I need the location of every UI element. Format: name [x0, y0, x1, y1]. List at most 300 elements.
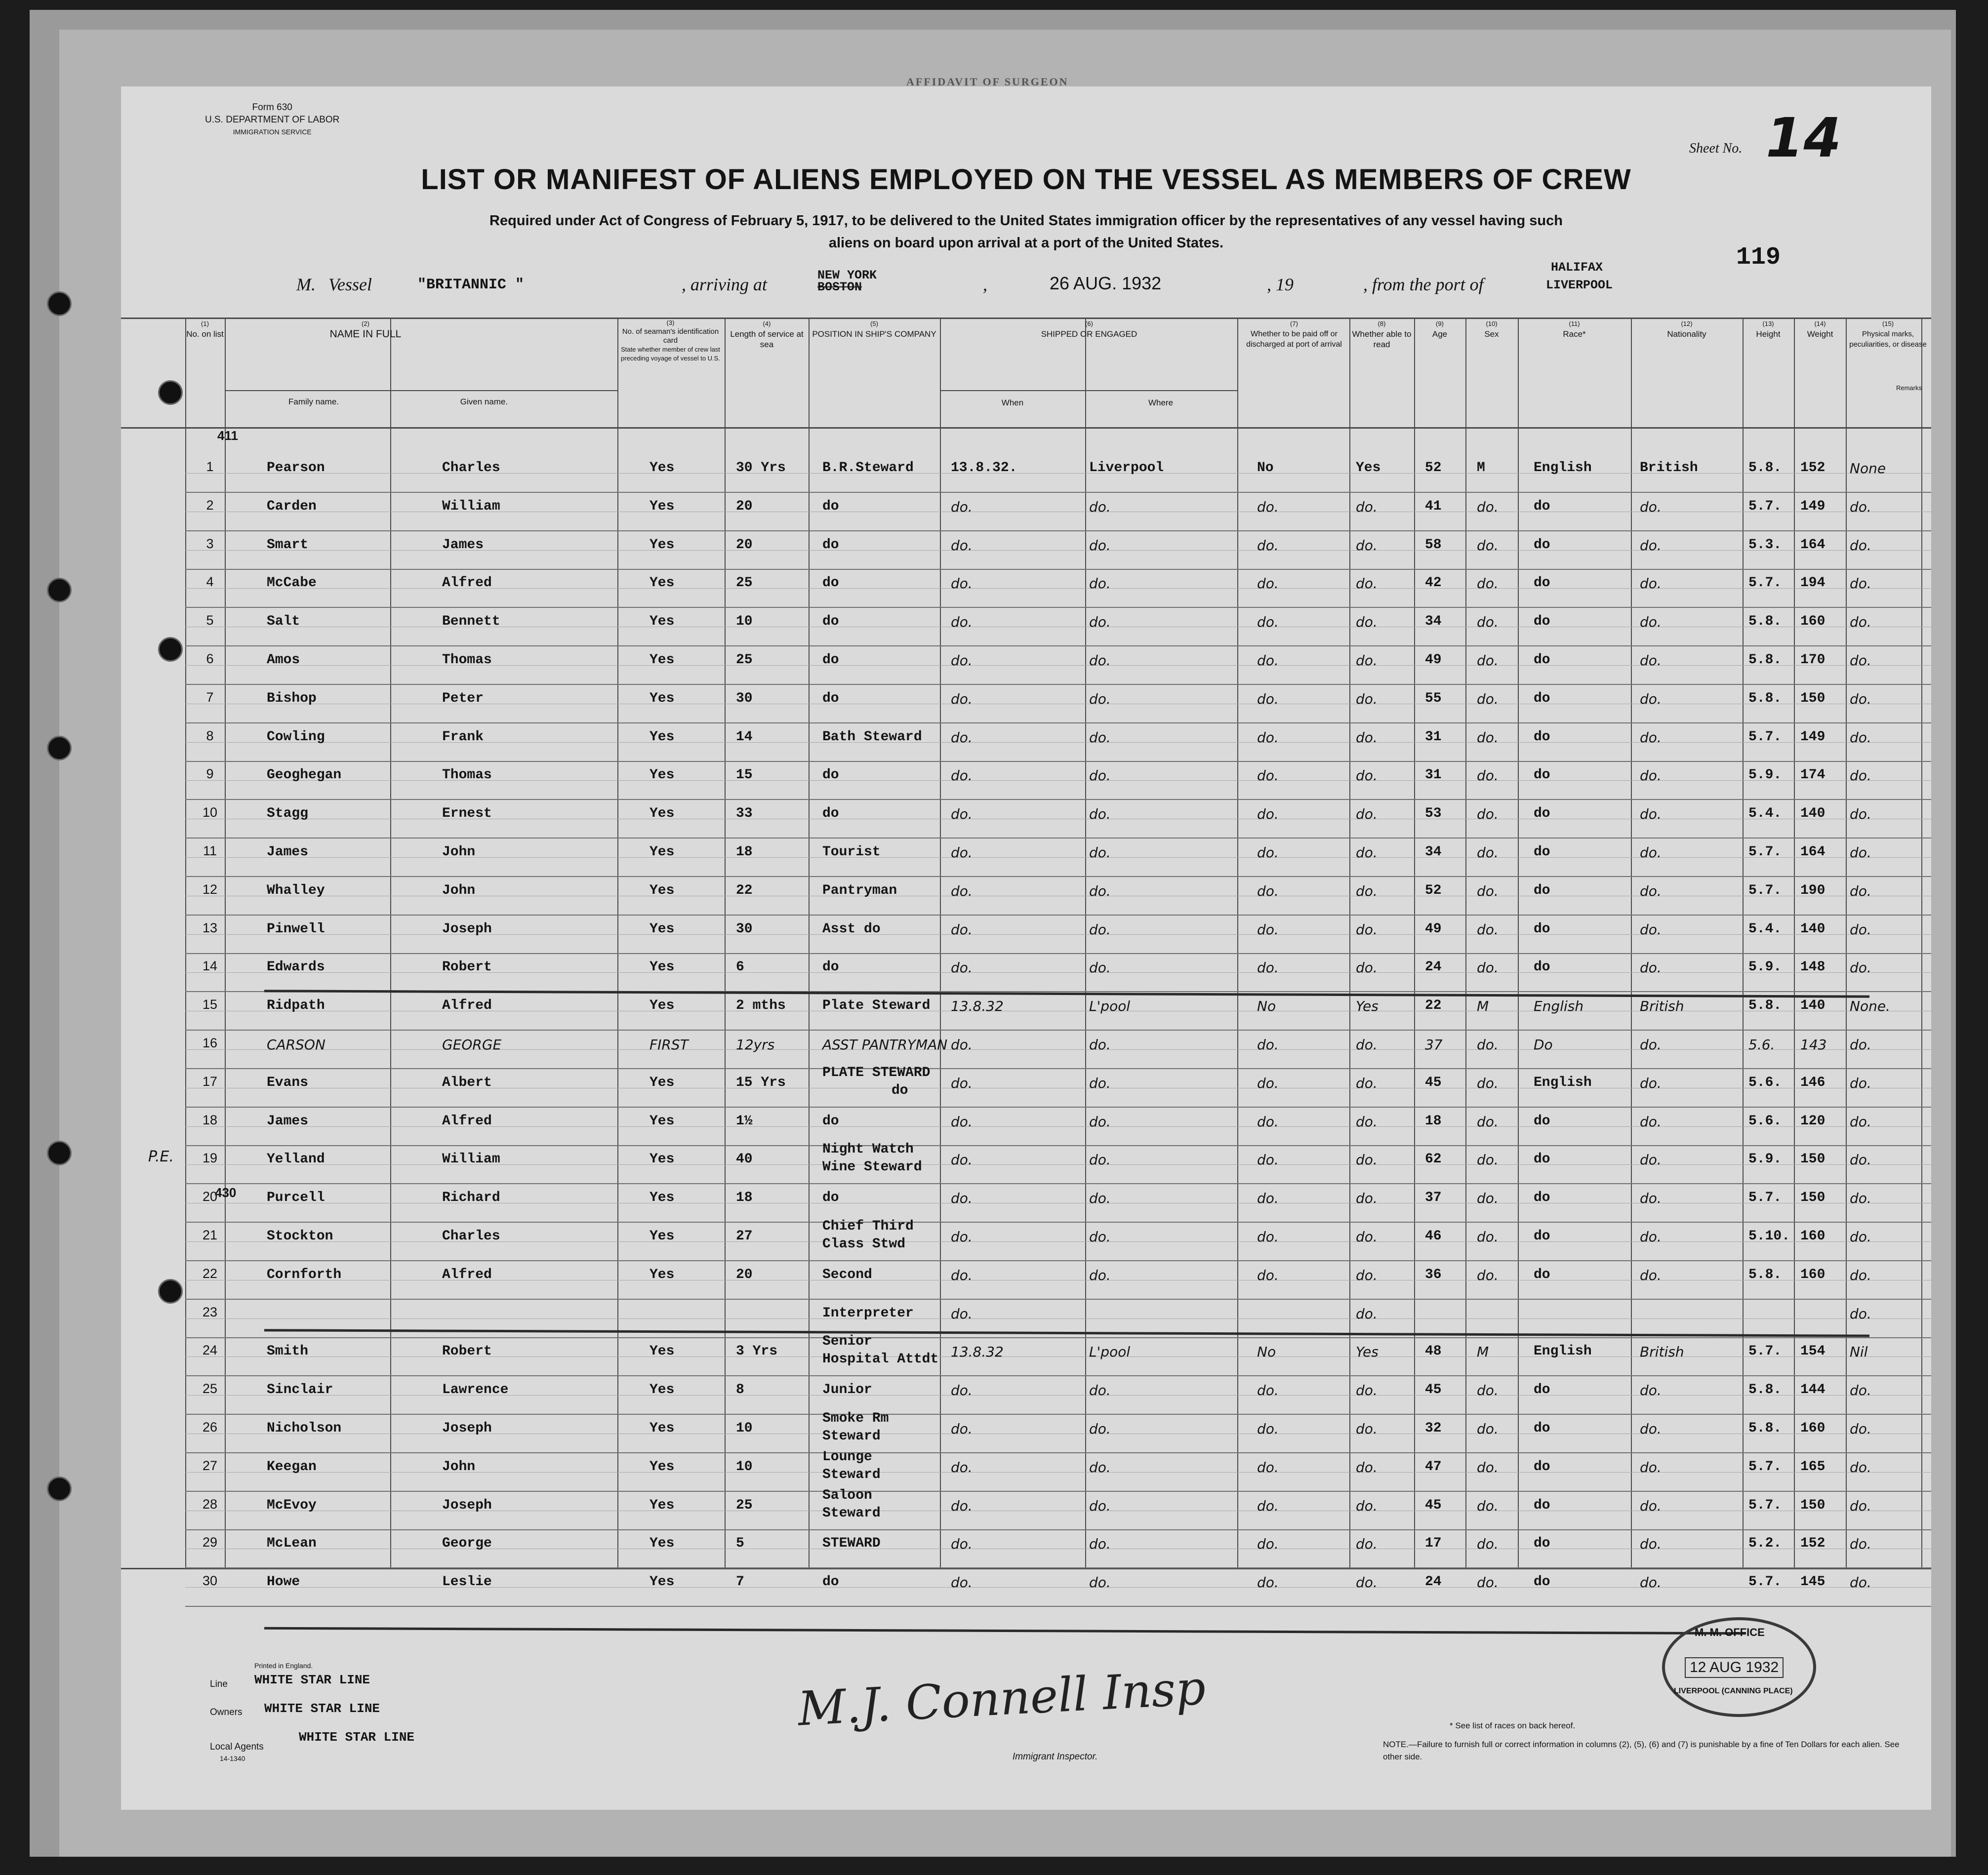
physical-marks: do. [1850, 690, 1871, 707]
physical-marks: None. [1850, 998, 1890, 1015]
col-header-given: Given name. [460, 397, 508, 406]
position: Saloon [822, 1487, 872, 1503]
position-line-2: Hospital Attdt [822, 1352, 939, 1367]
identification-card: Yes [649, 1190, 675, 1206]
height: 5.7. [1748, 1459, 1782, 1475]
race: do [1534, 1497, 1550, 1513]
given-name: John [442, 1459, 476, 1475]
row-number: 16 [202, 1036, 218, 1050]
given-name: Richard [442, 1190, 500, 1206]
race: do [1534, 1152, 1550, 1167]
age: 53 [1425, 806, 1442, 822]
shipped-when: do. [951, 498, 973, 515]
sex: M [1477, 998, 1489, 1015]
port-of-arrival: NEW YORK [817, 268, 877, 282]
given-name: Alfred [442, 575, 492, 591]
shipped-when: do. [951, 1037, 973, 1053]
family-name: Cornforth [267, 1267, 342, 1282]
race: do [1534, 959, 1550, 975]
given-name: Robert [442, 959, 492, 975]
ruling-line [185, 1606, 1931, 1607]
shipped-when: do. [951, 575, 973, 592]
paid-off: do. [1257, 690, 1279, 707]
paid-off: No [1257, 1344, 1276, 1360]
nationality: do. [1640, 767, 1662, 784]
service-length: 20 [736, 1267, 753, 1282]
identification-card: Yes [649, 1382, 675, 1398]
paid-off: do. [1257, 806, 1279, 823]
weight: 146 [1800, 1075, 1826, 1090]
column-rule [1349, 318, 1350, 1569]
punch-hole [47, 1141, 72, 1165]
physical-marks: do. [1850, 652, 1871, 669]
position: Lounge [822, 1449, 872, 1465]
family-name: Evans [267, 1075, 309, 1090]
col-header-position: (5) POSITION IN SHIP'S COMPANY [812, 320, 936, 339]
ruling-line [185, 1375, 1931, 1376]
paid-off: do. [1257, 1421, 1279, 1437]
nationality: do. [1640, 921, 1662, 938]
given-name: Joseph [442, 1497, 492, 1513]
able-to-read: do. [1356, 729, 1378, 746]
shipped-where: do. [1089, 690, 1111, 707]
service-length: 1½ [736, 1113, 753, 1129]
nationality: do. [1640, 690, 1662, 707]
shipped-where: do. [1089, 1113, 1111, 1130]
row-number: 14 [202, 958, 218, 974]
identification-card: Yes [649, 959, 675, 975]
weight: 160 [1800, 1229, 1826, 1244]
height: 5.8. [1748, 1421, 1782, 1436]
nationality: do. [1640, 614, 1662, 631]
sex: do. [1477, 1459, 1499, 1476]
position-line-2: Class Stwd [822, 1237, 906, 1252]
inspector-label: Immigrant Inspector. [1013, 1752, 1098, 1762]
sex: do. [1477, 921, 1499, 938]
shipped-when: do. [951, 921, 973, 938]
age: 37 [1425, 1037, 1443, 1053]
identification-card: Yes [649, 1152, 675, 1167]
stamp-bottom: LIVERPOOL (CANNING PLACE) [1674, 1687, 1793, 1695]
service-length: 18 [736, 1190, 753, 1206]
shipped-when: do. [951, 729, 973, 746]
age: 22 [1425, 998, 1442, 1014]
weight: 160 [1800, 614, 1826, 630]
height: 5.7. [1748, 1344, 1782, 1359]
owners-value: WHITE STAR LINE [264, 1701, 380, 1716]
stamp-number: 119 [1736, 243, 1781, 272]
ruling-line [185, 1337, 1931, 1338]
identification-card: Yes [649, 1536, 675, 1552]
physical-marks: do. [1850, 1190, 1871, 1207]
row-number: 3 [206, 536, 214, 551]
physical-marks: do. [1850, 882, 1871, 899]
shipped-where: do. [1089, 1037, 1111, 1053]
column-rule [725, 318, 726, 1569]
line-value: WHITE STAR LINE [254, 1673, 370, 1687]
shipped-when: do. [951, 1075, 973, 1091]
given-name: Leslie [442, 1574, 492, 1590]
column-rule [1237, 318, 1238, 1569]
physical-marks: do. [1850, 537, 1871, 554]
row-number: 12 [202, 881, 218, 897]
paid-off: do. [1257, 882, 1279, 899]
physical-marks: do. [1850, 1459, 1871, 1476]
column-rule [1465, 318, 1466, 1569]
vessel-label: Vessel [328, 275, 372, 294]
able-to-read: do. [1356, 1421, 1378, 1437]
sex: do. [1477, 1113, 1499, 1130]
weight: 152 [1800, 460, 1826, 476]
identification-card: Yes [649, 1113, 675, 1129]
race: English [1534, 1344, 1592, 1359]
age: 45 [1425, 1497, 1442, 1513]
able-to-read: do. [1356, 498, 1378, 515]
ruling-line [185, 953, 1931, 954]
age: 49 [1425, 921, 1442, 937]
identification-card: Yes [649, 652, 675, 668]
shipped-where: do. [1089, 614, 1111, 631]
able-to-read: do. [1356, 1574, 1378, 1591]
shipped-where: Liverpool [1089, 460, 1164, 476]
service-length: 15 [736, 767, 753, 783]
paid-off: do. [1257, 1267, 1279, 1283]
position: B.R.Steward [822, 460, 914, 476]
age: 58 [1425, 537, 1442, 553]
row-number: 6 [206, 651, 214, 666]
shipped-when: do. [951, 652, 973, 669]
paid-off: do. [1257, 537, 1279, 554]
position: Junior [822, 1382, 872, 1398]
given-name: Ernest [442, 806, 492, 822]
position: Second [822, 1267, 872, 1282]
nationality: do. [1640, 1190, 1662, 1207]
column-rule [1846, 318, 1847, 1569]
identification-card: Yes [649, 1229, 675, 1244]
ruling-line [185, 1452, 1931, 1453]
family-name: Pearson [267, 460, 325, 476]
identification-card: Yes [649, 921, 675, 937]
height: 5.9. [1748, 1152, 1782, 1167]
age: 48 [1425, 1344, 1442, 1359]
col-header-age: (9) Age [1432, 320, 1448, 339]
given-name: William [442, 498, 500, 514]
identification-card: Yes [649, 575, 675, 591]
nationality: do. [1640, 1152, 1662, 1168]
shipped-when: do. [951, 1113, 973, 1130]
position: STEWARD [822, 1536, 881, 1552]
col-header-weight: (14) Weight [1807, 320, 1833, 339]
physical-marks: do. [1850, 1229, 1871, 1245]
agents-label: Local Agents [210, 1742, 264, 1752]
row-number: 13 [202, 920, 218, 935]
physical-marks: do. [1850, 1113, 1871, 1130]
sex: do. [1477, 844, 1499, 861]
weight: 160 [1800, 1421, 1826, 1436]
service-length: 25 [736, 652, 753, 668]
form-number: Form 630 [252, 102, 292, 113]
height: 5.10. [1748, 1229, 1790, 1244]
sex: do. [1477, 1267, 1499, 1283]
physical-marks: do. [1850, 1536, 1871, 1553]
race: do [1534, 575, 1550, 591]
family-name: Stagg [267, 806, 309, 822]
nationality: do. [1640, 1459, 1662, 1476]
age: 34 [1425, 844, 1442, 860]
physical-marks: do. [1850, 575, 1871, 592]
family-name: Nicholson [267, 1421, 342, 1436]
identification-card: Yes [649, 460, 675, 476]
paid-off: do. [1257, 767, 1279, 784]
family-name: Bishop [267, 690, 317, 706]
nationality: do. [1640, 882, 1662, 899]
identification-card: Yes [649, 614, 675, 630]
affidavit-heading: AFFIDAVIT OF SURGEON [906, 76, 1069, 88]
age: 62 [1425, 1152, 1442, 1167]
row-number: 17 [202, 1074, 218, 1089]
weight: 164 [1800, 844, 1826, 860]
nationality: do. [1640, 844, 1662, 861]
nationality: do. [1640, 537, 1662, 554]
given-name: GEORGE [442, 1037, 502, 1053]
position: do [822, 959, 839, 975]
column-rule [1414, 318, 1415, 1569]
weight: 194 [1800, 575, 1826, 591]
column-rule [940, 318, 941, 1569]
family-name: Howe [267, 1574, 300, 1590]
height: 5.7. [1748, 882, 1782, 898]
column-rule [390, 318, 391, 1569]
margin-number: 411 [217, 428, 238, 443]
service-length: 20 [736, 537, 753, 553]
identification-card: Yes [649, 1421, 675, 1436]
row-number: 23 [202, 1304, 218, 1319]
race: do [1534, 537, 1550, 553]
port-from: LIVERPOOL [1546, 278, 1613, 292]
able-to-read: do. [1356, 575, 1378, 592]
age: 45 [1425, 1075, 1442, 1090]
punch-hole [158, 1279, 183, 1304]
sex: do. [1477, 806, 1499, 823]
shipped-where: do. [1089, 1075, 1111, 1091]
sex: do. [1477, 1497, 1499, 1514]
row-number: 9 [206, 766, 214, 782]
paid-off: do. [1257, 729, 1279, 746]
nationality: British [1640, 1344, 1684, 1360]
page-subtitle: Required under Act of Congress of February 5, 1917, to be delivered to the United States immigration officer by the representatives of any vessel having such aliens on board upon arrival at a port of the United States. [489, 213, 1563, 251]
paid-off: do. [1257, 1574, 1279, 1591]
physical-marks: do. [1850, 1267, 1871, 1283]
position: do [822, 1190, 839, 1206]
position-line-2: Steward [822, 1429, 881, 1444]
service-length: 33 [736, 806, 753, 822]
service-length: 20 [736, 498, 753, 514]
paid-off: do. [1257, 498, 1279, 515]
sex: do. [1477, 1037, 1499, 1053]
margin-number: 430 [215, 1185, 237, 1200]
row-number: 25 [202, 1381, 218, 1396]
col-header-sex: (10) Sex [1484, 320, 1499, 339]
weight: 150 [1800, 690, 1826, 706]
position: do [822, 537, 839, 553]
age: 41 [1425, 498, 1442, 514]
column-rule [1743, 318, 1744, 1569]
ruling-line [185, 684, 1931, 685]
column-rule [617, 318, 618, 1569]
position-line-2: Steward [822, 1505, 881, 1521]
family-name: Ridpath [267, 998, 325, 1014]
given-name: Peter [442, 690, 484, 706]
col-header-number: (1) No. on list [186, 320, 224, 339]
row-number: 8 [206, 728, 214, 743]
position-line-2: do [892, 1082, 908, 1098]
ruling-line [185, 530, 1931, 531]
nationality: do. [1640, 729, 1662, 746]
age: 34 [1425, 614, 1442, 630]
column-rule [225, 390, 617, 391]
shipped-when: do. [951, 690, 973, 707]
fine-note: NOTE.—Failure to furnish full or correct information in columns (2), (5), (6) and (7) is punishable by a fine of Ten Dollars for each alien. See other side. [1383, 1740, 1900, 1761]
height: 5.8. [1748, 690, 1782, 706]
position: Tourist [822, 844, 881, 860]
able-to-read: do. [1356, 767, 1378, 784]
physical-marks: do. [1850, 844, 1871, 861]
given-name: Joseph [442, 1421, 492, 1436]
sex: do. [1477, 1075, 1499, 1091]
shipped-when: do. [951, 1421, 973, 1437]
paid-off: do. [1257, 1497, 1279, 1514]
weight: 140 [1800, 921, 1826, 937]
physical-marks: do. [1850, 614, 1871, 631]
weight: 174 [1800, 767, 1826, 783]
ruling-line [185, 607, 1931, 608]
row-number: 15 [202, 997, 218, 1012]
nationality: do. [1640, 806, 1662, 823]
service-length: 25 [736, 1497, 753, 1513]
physical-marks: do. [1850, 1305, 1871, 1322]
weight: 170 [1800, 652, 1826, 668]
race: do [1534, 767, 1550, 783]
nationality: do. [1640, 1229, 1662, 1245]
row-number: 10 [202, 805, 218, 820]
height: 5.8. [1748, 1382, 1782, 1398]
from-label: , from the port of [1363, 275, 1484, 294]
physical-marks: do. [1850, 729, 1871, 746]
col-header-family: Family name. [288, 397, 339, 406]
height: 5.8. [1748, 652, 1782, 668]
family-name: James [267, 844, 309, 860]
weight: 150 [1800, 1152, 1826, 1167]
race: Do [1534, 1037, 1553, 1053]
weight: 144 [1800, 1382, 1826, 1398]
col-header-read: (8) Whether able to read [1352, 320, 1412, 349]
shipped-where: L'pool [1089, 998, 1131, 1015]
able-to-read: do. [1356, 1190, 1378, 1207]
given-name: James [442, 537, 484, 553]
given-name: Charles [442, 460, 500, 476]
shipped-where: L'pool [1089, 1344, 1131, 1360]
paid-off: do. [1257, 575, 1279, 592]
physical-marks: do. [1850, 1574, 1871, 1591]
given-name: Alfred [442, 1267, 492, 1282]
ruling-line [185, 1183, 1931, 1184]
weight: 149 [1800, 498, 1826, 514]
ruling-line [185, 722, 1931, 723]
identification-card: Yes [649, 1574, 675, 1590]
race: English [1534, 460, 1592, 476]
shipped-where: do. [1089, 1229, 1111, 1245]
able-to-read: do. [1356, 882, 1378, 899]
column-rule [940, 390, 1237, 391]
row-number: 20 [202, 1189, 218, 1204]
punch-hole [47, 291, 72, 316]
nationality: do. [1640, 575, 1662, 592]
shipped-where: do. [1089, 1152, 1111, 1168]
able-to-read: do. [1356, 1382, 1378, 1399]
age: 52 [1425, 882, 1442, 898]
punch-hole [47, 578, 72, 602]
position: Pantryman [822, 882, 897, 898]
paid-off: do. [1257, 1075, 1279, 1091]
family-name: Yelland [267, 1152, 325, 1167]
col-header-where: Where [1148, 398, 1174, 407]
ruling-line [185, 1567, 1931, 1568]
height: 5.4. [1748, 921, 1782, 937]
identification-card: Yes [649, 767, 675, 783]
weight: 140 [1800, 806, 1826, 822]
family-name: Smith [267, 1344, 309, 1359]
shipped-when: do. [951, 614, 973, 631]
races-note: * See list of races on back hereof. [1450, 1721, 1576, 1730]
punch-hole [158, 637, 183, 662]
port-from-above: HALIFAX [1551, 260, 1603, 275]
vessel-name: "BRITANNIC " [417, 277, 525, 293]
sex: do. [1477, 1190, 1499, 1207]
shipped-when: 13.8.32 [951, 998, 1004, 1015]
weight: 190 [1800, 882, 1826, 898]
row-number: 28 [202, 1496, 218, 1512]
vessel-prefix: M. [296, 275, 316, 294]
service-length: 14 [736, 729, 753, 745]
family-name: Keegan [267, 1459, 317, 1475]
row-number: 21 [202, 1228, 218, 1242]
shipped-when: do. [951, 1305, 973, 1322]
shipped-when: do. [951, 1497, 973, 1514]
family-name: Whalley [267, 882, 325, 898]
sex: do. [1477, 1574, 1499, 1591]
service-length: 25 [736, 575, 753, 591]
shipped-when: do. [951, 1382, 973, 1399]
family-name: Geoghegan [267, 767, 342, 783]
inspector-signature: M.J. Connell Insp [796, 1661, 1207, 1737]
paid-off: do. [1257, 921, 1279, 938]
identification-card: Yes [649, 1075, 675, 1090]
identification-card: Yes [649, 729, 675, 745]
given-name: Thomas [442, 767, 492, 783]
row-number: 7 [206, 689, 214, 705]
position: ASST PANTRYMAN [822, 1037, 948, 1053]
given-name: Charles [442, 1229, 500, 1244]
manifest-page: AFFIDAVIT OF SURGEON Form 630 U.S. DEPARTMENT OF LABOR IMMIGRATION SERVICE Sheet No. 14 119 LIST OR MANIFEST OF ALIENS EMPLOYED ON THE VESSEL AS MEMBERS OF CREW Required under Act of Congress of February 5, 1917, to be delivered to the United States immigration officer by the representatives of any vessel having such aliens on board upon arrival at a port of the United States. M. Vessel "BRITANNIC " , arriving at BOSTON NEW YORK , 26 AUG. 1932 , 19 , from the port of HALIFAX LIVERPOOL (1) No. on list (2) NAME IN FULL Family name. Given name. (3) No. of seaman's identification card State whether member of crew last preceding voyage of vessel to U.S. (4) Length of service at sea (5) POSITION IN SHIP'S COMPANY (6) SHIPPED OR ENGAGED When Where (7) Whether to be paid off or discharged at port of arrival (8) Whether able to read (9) Age (10) Sex (11) Race* (12) Nationality (13) Height (14) Weight (15) Physical marks, peculiarities, or disease Remarks 411 430 P.E. 1 Pearson Charles Yes 30 Yrs B.R.Steward 13.8.32. Liverpool No Yes 52 M English British 5.8. 152 None 2 Carden William Yes 20 do do. do. do. do. 41 do. do do. 5.7. 149 do. 3 Smart James Yes 20 do do. do. do. do. 58 do. do do. 5.3. 164 do. 4 McCabe Alfred Yes 25 do do. do. do. do. 42 do. do do. 5.7. 194 do. 5 Salt Bennett Yes 10 do do. do. do. do. 34 do. do do. 5.8. 160 do. 6 Amos Thomas Yes 25 do do. do. do. do. 49 do. do do. 5.8. 170 do. 7 Bishop Peter Yes 30 do do. do. do. do. 55 do. do do. 5.8. 150 do. 8 Cowling Frank Yes 14 Bath Steward do. do. do. do. 31 do. do do. 5.7. 149 do. 9 Geoghegan Thomas Yes 15 do do. do. do. do. 31 do. do do. 5.9. 174 do. 10 Stagg Ernest Yes 33 do do. do. do. do. 53 do. do do. 5.4. 140 do. 11 James John Yes 18 Tourist do. do. do. do. 34 do. do do. 5.7. 164 do. 12 Whalley John Yes 22 Pantryman do. do. do. do. 52 do. do do. 5.7. 190 do. 13 Pinwell Joseph Yes 30 Asst do do. do. do. do. 49 do. do do. 5.4. 140 do. 14 Edwards Robert Yes 6 do do. do. do. do. 24 do. do do. 5.9. 148 do. 15 Ridpath Alfred Yes 2 mths Plate Steward 13.8.32 L'pool No Yes 22 M English British 5.8. 140 None. 16 CARSON GEORGE FIRST 12yrs ASST PANTRYMAN do. do. do. do. 37 do. Do do. 5.6. 143 do. 17 Evans Albert Yes 15 Yrs PLATE STEWARD do. do. do. do. 45 do. English do. 5.6. 146 do. do 18 James Alfred Yes 1½ do do. do. do. do. 18 do. do do. 5.6. 120 do. 19 Yelland William Yes 40 Night Watch do. do. do. do. 62 do. do do. 5.9. 150 do. Wine Steward 20 Purcell Richard Yes 18 do do. do. do. do. 37 do. do do. 5.7. 150 do. 21 Stockton Charles Yes 27 Chief Third do. do. do. do. 46 do. do do. 5.10. 160 do. Class Stwd 22 Cornforth Alfred Yes 20 Second do. do. do. do. 36 do. do do. 5.8. 160 do. 23 Interpreter do. do. do. 24 Smith Robert Yes 3 Yrs Senior 13.8.32 L'pool No Yes 48 M English British 5.7. 154 Nil Hospital Attdt 25 Sinclair Lawrence Yes 8 Junior do. do. do. do. 45 do. do do. 5.8. 144 do. 26 Nicholson Joseph Yes 10 Smoke Rm do. do. do. do. 32 do. do do. 5.8. 160 do. Steward 27 Keegan John Yes 10 Lounge do. do. do. do. 47 do. do do. 5.7. 165 do. Steward 28 McEvoy Joseph Yes 25 Saloon do. do. do. do. 45 do. do do. 5.7. 150 do. Steward 29 McLean George Yes 5 STEWARD do. do. do. do. 17 do. do do. 5.2. 152 do. 30 Howe Leslie Yes 7 do do. do. do. do. 24 do. do do. 5.7. 145 do. Printed in England. Line WHITE STAR LINE Owners WHITE STAR LINE Local Agents WHITE STAR LINE 14-1340 M.J. Connell Insp Immigrant Inspector. * See list of races on back hereof. NOTE.—Failure to furnish full or correct information in columns (2), (5), (6) and (7) is punishable by a fine of Ten Dollars for each alien. See other side. M. M. OFFICE 12 AUG 1932 LIVERPOOL (CANNING PLACE) [121, 86, 1931, 1810]
nationality: do. [1640, 1574, 1662, 1591]
nationality: do. [1640, 1267, 1662, 1283]
position: Asst do [822, 921, 881, 937]
position: PLATE STEWARD [822, 1065, 931, 1080]
service-length: 7 [736, 1574, 744, 1590]
given-name: Joseph [442, 921, 492, 937]
given-name: Robert [442, 1344, 492, 1359]
age: 18 [1425, 1113, 1442, 1129]
